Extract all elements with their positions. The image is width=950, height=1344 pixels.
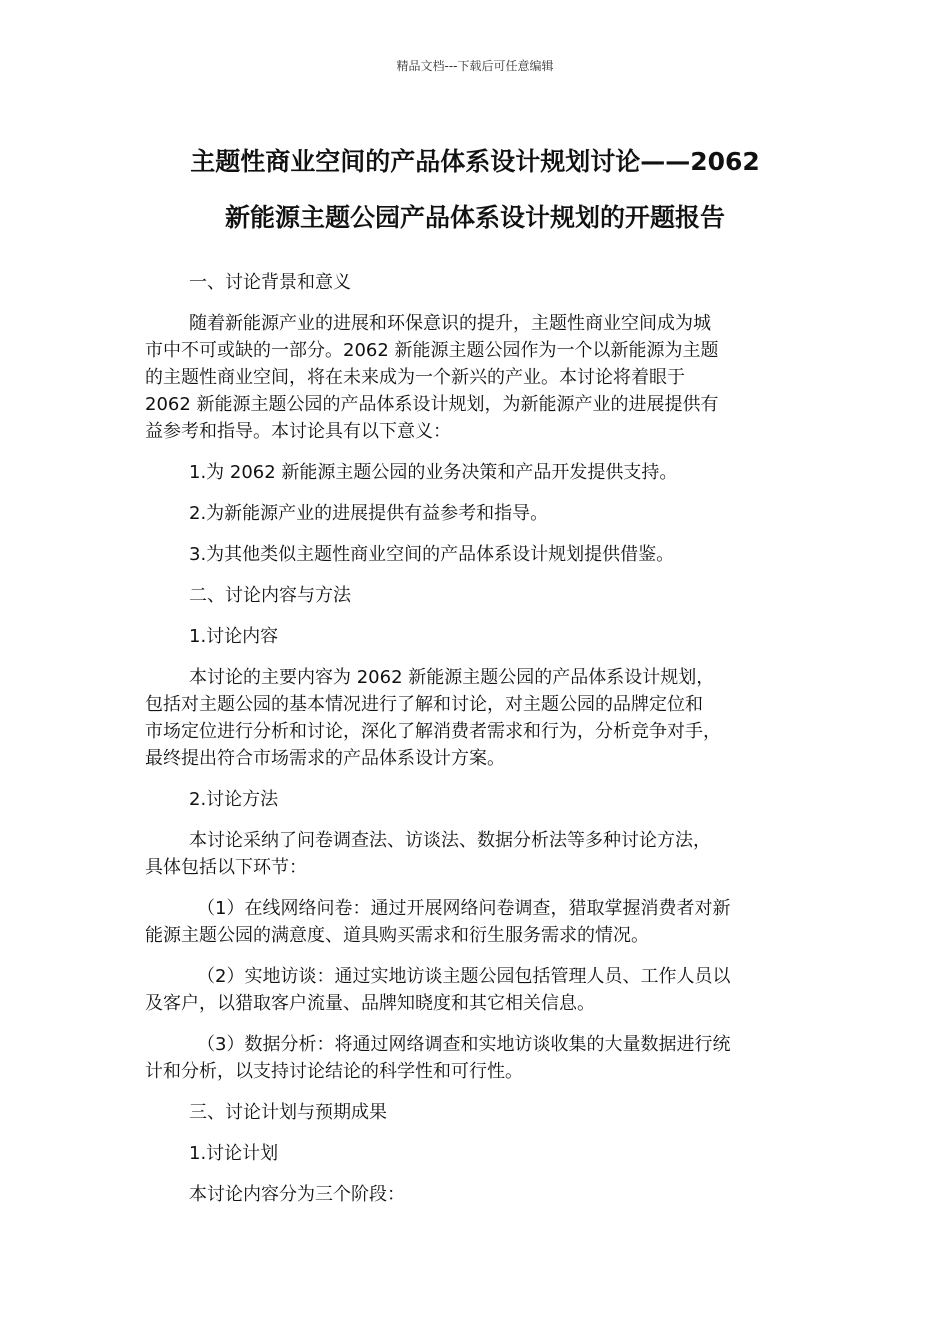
text-line: 及客户，以猎取客户流量、品牌知晓度和其它相关信息。 xyxy=(145,993,595,1014)
method-item xyxy=(145,963,805,1017)
text-line: 二、讨论内容与方法 xyxy=(189,585,351,606)
text-line: 2.为新能源产业的进展提供有益参考和指导。 xyxy=(189,503,549,524)
subsection-heading xyxy=(145,786,805,813)
page-header xyxy=(0,57,950,75)
document-body xyxy=(145,269,805,1222)
section-heading-3 xyxy=(145,1099,805,1126)
text-line: 本讨论采纳了问卷调查法、访谈法、数据分析法等多种讨论方法， xyxy=(189,830,711,851)
text-line: （2）实地访谈：通过实地访谈主题公园包括管理人员、工作人员以 xyxy=(197,966,731,987)
text-line: 2062 新能源主题公园的产品体系设计规划，为新能源产业的进展提供有 xyxy=(145,394,719,415)
method-item xyxy=(145,1031,805,1085)
text-line: （3）数据分析：将通过网络调查和实地访谈收集的大量数据进行统 xyxy=(197,1034,731,1055)
list-item xyxy=(145,459,805,486)
text-line: 市场定位进行分析和讨论，深化了解消费者需求和行为，分析竞争对手， xyxy=(145,721,721,742)
header-text: 精品文档---下载后可任意编辑 xyxy=(396,59,554,73)
list-item xyxy=(145,541,805,568)
title-line-2: 新能源主题公园产品体系设计规划的开题报告 xyxy=(224,203,725,232)
text-line: 具体包括以下环节： xyxy=(145,857,307,878)
text-line: 1.讨论计划 xyxy=(189,1143,279,1164)
text-line: 一、讨论背景和意义 xyxy=(189,272,351,293)
subsection-heading xyxy=(145,623,805,650)
text-line: 1.讨论内容 xyxy=(189,626,279,647)
text-line: 2.讨论方法 xyxy=(189,789,279,810)
text-line: 市中不可或缺的一部分。2062 新能源主题公园作为一个以新能源为主题 xyxy=(145,340,719,361)
text-line: 最终提出符合市场需求的产品体系设计方案。 xyxy=(145,748,505,769)
paragraph-background xyxy=(145,310,805,445)
text-line: 本讨论的主要内容为 2062 新能源主题公园的产品体系设计规划， xyxy=(189,667,715,688)
text-line: 3.为其他类似主题性商业空间的产品体系设计规划提供借鉴。 xyxy=(189,544,675,565)
text-line: 随着新能源产业的进展和环保意识的提升，主题性商业空间成为城 xyxy=(189,313,711,334)
text-line: （1）在线网络问卷：通过开展网络问卷调查，猎取掌握消费者对新 xyxy=(197,898,731,919)
paragraph-methods xyxy=(145,827,805,881)
text-line: 益参考和指导。本讨论具有以下意义： xyxy=(145,421,451,442)
list-item xyxy=(145,500,805,527)
text-line: 三、讨论计划与预期成果 xyxy=(189,1102,387,1123)
document-title xyxy=(140,134,810,246)
paragraph-plan xyxy=(145,1181,805,1208)
text-line: 1.为 2062 新能源主题公园的业务决策和产品开发提供支持。 xyxy=(189,462,678,483)
text-line: 本讨论内容分为三个阶段： xyxy=(189,1184,405,1205)
title-line-1: 主题性商业空间的产品体系设计规划讨论——2062 xyxy=(190,147,760,176)
subsection-heading xyxy=(145,1140,805,1167)
paragraph-content xyxy=(145,664,805,772)
text-line: 包括对主题公园的基本情况进行了解和讨论，对主题公园的品牌定位和 xyxy=(145,694,703,715)
text-line: 能源主题公园的满意度、道具购买需求和衍生服务需求的情况。 xyxy=(145,925,649,946)
section-heading-2 xyxy=(145,582,805,609)
text-line: 的主题性商业空间，将在未来成为一个新兴的产业。本讨论将着眼于 xyxy=(145,367,685,388)
text-line: 计和分析，以支持讨论结论的科学性和可行性。 xyxy=(145,1061,523,1082)
section-heading-1 xyxy=(145,269,805,296)
method-item xyxy=(145,895,805,949)
